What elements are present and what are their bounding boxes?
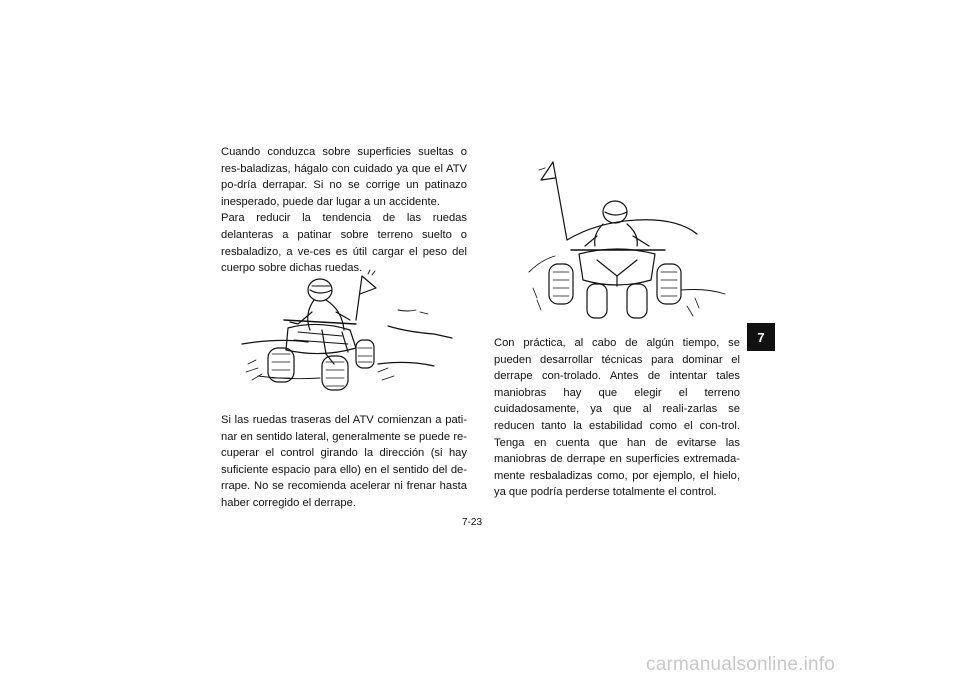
paragraph-front-wheels: Para reducir la tendencia de las ruedas delanteras a patinar sobre terreno suelto o resbaladizo, a ve-ces es útil cargar el peso del cuerpo sobre dichas ruedas. <box>221 212 467 275</box>
left-column-bottom <box>221 412 467 512</box>
chapter-tab: 7 <box>747 323 775 351</box>
paragraph-controlled-slide: Con práctica, al cabo de algún tiempo, se pueden desarrollar técnicas para dominar el derrape con-trolado. Antes de intentar tales maniobras hay que elegir el terreno cuidadosamente, ya que al reali-zarlas se reducen tanto la estabilidad como el con-trol. Tenga en cuenta que han de evitarse las maniobras de derrape en superficies extremada-mente resbaladizas como, por ejemplo, el hielo, ya que podría perderse totalmente el control. <box>494 337 740 499</box>
right-column <box>494 335 740 501</box>
paragraph-loose-surfaces: Cuando conduzca sobre superficies sueltas o res-baladizas, hágalo con cuidado ya que el ATV po-dría derrapar. Si no se corrige un patinazo inesperado, puede dar lugar a un accidente. <box>221 146 467 208</box>
atv-rider-sliding-illustration <box>238 268 468 400</box>
watermark: carmanualsonline.info <box>646 654 836 675</box>
page-number: 7-23 <box>462 517 483 528</box>
paragraph-rear-wheels: Si las ruedas traseras del ATV comienzan a pati-nar en sentido lateral, generalmente se puede re-cuperar el control girando la dirección (si hay suficiente espacio para ello) en el sentido del de-rrape. No se recomienda acelerar ni frenar hasta haber corregido el derrape. <box>221 414 467 509</box>
atv-rider-front-view-illustration <box>527 160 727 324</box>
left-column-top <box>221 144 467 277</box>
